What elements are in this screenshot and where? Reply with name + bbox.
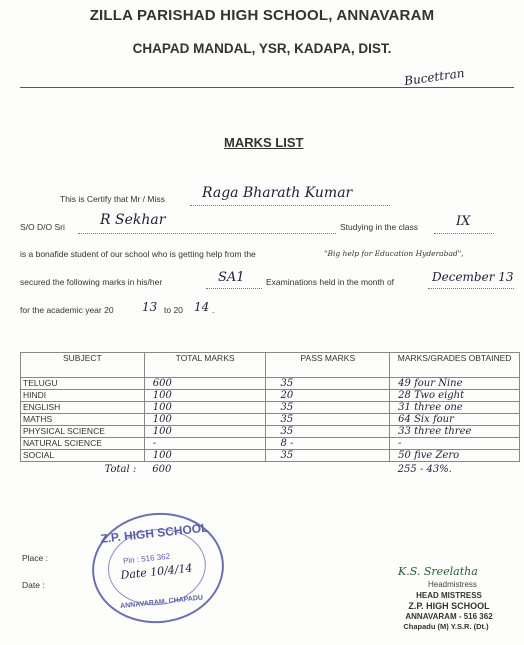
obtained-cell: 64 Six four	[390, 414, 520, 426]
total-marks-cell: 100	[144, 402, 266, 414]
total-marks-cell: 100	[144, 414, 266, 426]
class-value: IX	[456, 214, 471, 229]
total-marks-value: 600	[152, 463, 172, 475]
obtained-cell: 28 Two eight	[390, 390, 520, 402]
stamp-date: Date 10/4/14	[119, 561, 194, 582]
table-row	[21, 438, 520, 450]
total-label: Total :	[104, 463, 137, 475]
date-label: Date :	[22, 580, 45, 590]
table-row	[21, 426, 520, 438]
seal-line1: HEAD MISTRESS	[416, 591, 482, 600]
column-header-subject: SUBJECT	[21, 353, 145, 378]
fill-line	[428, 288, 514, 289]
cert-line2-mid: Studying in the class	[340, 222, 418, 232]
page-title: MARKS LIST	[224, 135, 304, 150]
subject-cell: PHYSICAL SCIENCE	[21, 426, 145, 438]
cert-line5-end: .	[212, 305, 215, 315]
seal-line4: Chapadu (M) Y.S.R. (Dt.)	[403, 622, 489, 631]
fill-line	[78, 233, 336, 234]
subject-cell: TELUGU	[21, 378, 145, 390]
school-address: CHAPAD MANDAL, YSR, KADAPA, DIST.	[132, 41, 392, 56]
cert-line4-mid: Examinations held in the month of	[266, 277, 395, 287]
total-pass-empty	[266, 462, 390, 477]
school-stamp	[87, 506, 230, 629]
pass-marks-cell: 35	[266, 402, 390, 414]
cert-line3-org: "Big help for Education Hyderabad",	[324, 249, 464, 258]
headmistress-signature: K.S. Sreelatha	[398, 565, 478, 578]
table-row	[21, 402, 520, 414]
table-header-row	[21, 353, 520, 378]
place-label: Place :	[22, 553, 48, 563]
cert-line5-text: for the academic year 20	[20, 305, 114, 315]
subject-cell: NATURAL SCIENCE	[21, 438, 145, 450]
seal-line3: ANNAVARAM - 516 362	[405, 612, 493, 621]
cert-line2-prefix: S/O D/O Sri	[20, 222, 65, 232]
pass-marks-cell: 20	[266, 390, 390, 402]
total-marks-cell: 100	[144, 426, 266, 438]
table-row	[21, 450, 520, 462]
fill-line	[190, 205, 390, 206]
school-name: ZILLA PARISHAD HIGH SCHOOL, ANNAVARAM	[89, 7, 435, 24]
pass-marks-cell: 35	[266, 450, 390, 462]
obtained-cell: 31 three one	[390, 402, 520, 414]
cert-line1-text: This is Certify that Mr / Miss	[60, 194, 165, 204]
total-row	[21, 462, 520, 477]
corner-note: Bucettran	[403, 65, 466, 89]
total-marks-cell: 100	[144, 450, 266, 462]
year-from: 13	[142, 300, 158, 314]
cert-line5-to: to 20	[164, 305, 183, 315]
month-value: December 13	[432, 270, 514, 284]
table-row	[21, 414, 520, 426]
exam-value: SA1	[218, 270, 245, 285]
obtained-cell: 33 three three	[390, 426, 520, 438]
obtained-cell: -	[390, 438, 520, 450]
marks-table	[20, 352, 520, 476]
stamp-pin: Pin : 516 362	[122, 551, 171, 566]
column-header-obtained: MARKS/GRADES OBTAINED	[390, 353, 520, 378]
total-marks-cell: -	[144, 438, 266, 450]
total-marks-cell: 100	[144, 390, 266, 402]
obtained-cell: 49 four Nine	[390, 378, 520, 390]
student-name: Raga Bharath Kumar	[202, 185, 353, 201]
stamp-school-name: Z.P. HIGH SCHOOL	[99, 520, 210, 546]
total-obtained-value: 255 - 43%.	[397, 463, 452, 475]
cert-line4-text: secured the following marks in his/her	[20, 277, 163, 287]
pass-marks-cell: 35	[266, 378, 390, 390]
cert-line3-text: is a bonafide student of our school who is getting help from the	[20, 249, 256, 259]
column-header-total: TOTAL MARKS	[144, 353, 266, 378]
fill-line	[206, 288, 262, 289]
table-row	[21, 378, 520, 390]
column-header-pass: PASS MARKS	[266, 353, 390, 378]
year-to: 14	[194, 300, 210, 314]
header-divider	[20, 87, 514, 88]
fill-line	[434, 233, 494, 234]
subject-cell: SOCIAL	[21, 450, 145, 462]
subject-cell: HINDI	[21, 390, 145, 402]
pass-marks-cell: 35	[266, 426, 390, 438]
pass-marks-cell: 35	[266, 414, 390, 426]
seal-line2: Z.P. HIGH SCHOOL	[408, 601, 490, 611]
pass-marks-cell: 8 -	[266, 438, 390, 450]
headmistress-role: Headmistress	[428, 580, 477, 589]
stamp-location: ANNAVARAM, CHAPADU	[119, 594, 204, 611]
total-marks-cell: 600	[144, 378, 266, 390]
obtained-cell: 50 five Zero	[390, 450, 520, 462]
subject-cell: MATHS	[21, 414, 145, 426]
table-row	[21, 390, 520, 402]
subject-cell: ENGLISH	[21, 402, 145, 414]
parent-name: R Sekhar	[100, 212, 166, 228]
